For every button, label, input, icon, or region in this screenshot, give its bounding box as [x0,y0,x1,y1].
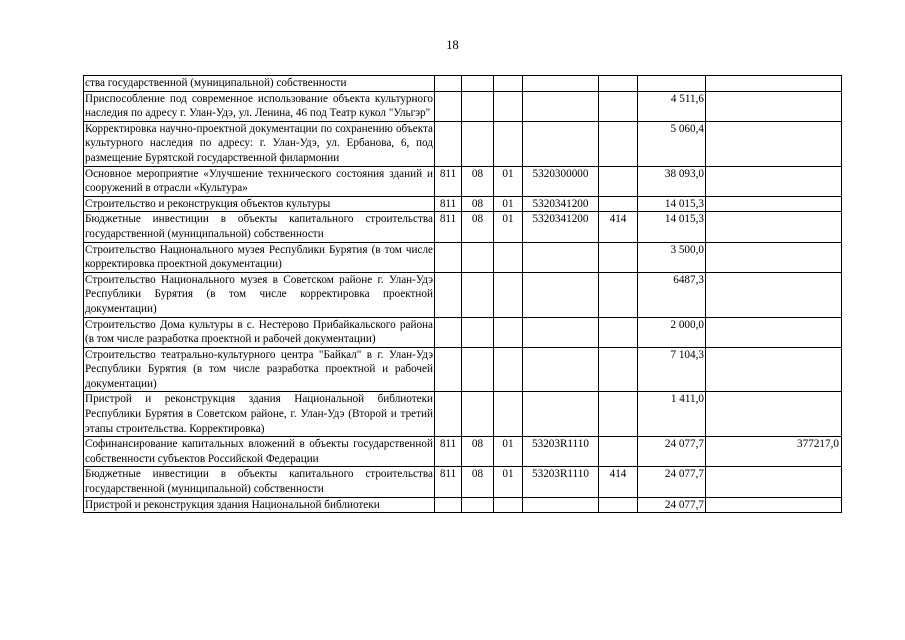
target-article-cell [523,272,599,317]
amount-extra-cell [706,76,842,92]
table-row [84,76,842,92]
amount-extra-cell [706,242,842,272]
section-code-cell: 08 [462,437,494,467]
expense-type-cell [599,392,638,437]
target-article-cell: 5320300000 [523,166,599,196]
expense-type-cell: 414 [599,212,638,242]
table-row [84,467,842,497]
item-name-cell: ства государственной (муниципальной) собственности [84,76,435,92]
subsection-code-cell [494,497,523,513]
expense-type-cell [599,242,638,272]
admin-code-cell [435,121,462,166]
target-article-cell [523,317,599,347]
amount-cell: 24 077,7 [638,497,706,513]
amount-extra-cell [706,467,842,497]
item-name-cell: Бюджетные инвестиции в объекты капитального строительства государственной (муниципальной) собственности [84,212,435,242]
expense-type-cell [599,121,638,166]
expense-type-cell [599,166,638,196]
subsection-code-cell [494,76,523,92]
subsection-code-cell [494,242,523,272]
table-row [84,272,842,317]
admin-code-cell [435,392,462,437]
target-article-cell [523,242,599,272]
section-code-cell [462,347,494,392]
table-row [84,242,842,272]
section-code-cell [462,317,494,347]
expense-type-cell [599,76,638,92]
target-article-cell [523,121,599,166]
item-name-cell: Строительство театрально-культурного центра "Байкал" в г. Улан-Удэ Республики Бурятия (в том числе разработка проектной и рабочей документации) [84,347,435,392]
target-article-cell [523,497,599,513]
target-article-cell: 5320341200 [523,196,599,212]
amount-cell: 14 015,3 [638,196,706,212]
item-name-cell: Строительство Национального музея в Советском районе г. Улан-Удэ Республики Бурятия (в том числе корректировка проектной документации) [84,272,435,317]
expense-type-cell [599,317,638,347]
target-article-cell [523,91,599,121]
target-article-cell [523,392,599,437]
amount-extra-cell [706,392,842,437]
subsection-code-cell: 01 [494,166,523,196]
amount-cell: 6487,3 [638,272,706,317]
item-name-cell: Приспособление под современное использование объекта культурного наследия по адресу г. Улан-Удэ, ул. Ленина, 46 под Театр кукол "Ульгэр" [84,91,435,121]
expense-type-cell [599,497,638,513]
item-name-cell: Бюджетные инвестиции в объекты капитального строительства государственной (муниципальной) собственности [84,467,435,497]
table-row [84,196,842,212]
table-row [84,317,842,347]
amount-cell: 4 511,6 [638,91,706,121]
admin-code-cell: 811 [435,212,462,242]
table-row [84,347,842,392]
subsection-code-cell [494,317,523,347]
section-code-cell [462,497,494,513]
subsection-code-cell: 01 [494,212,523,242]
amount-cell: 24 077,7 [638,437,706,467]
amount-cell [638,76,706,92]
subsection-code-cell: 01 [494,437,523,467]
amount-extra-cell [706,212,842,242]
target-article-cell: 5320341200 [523,212,599,242]
subsection-code-cell: 01 [494,196,523,212]
admin-code-cell: 811 [435,437,462,467]
amount-cell: 38 093,0 [638,166,706,196]
expense-type-cell [599,196,638,212]
admin-code-cell: 811 [435,166,462,196]
amount-extra-cell [706,91,842,121]
section-code-cell [462,392,494,437]
expense-type-cell [599,437,638,467]
item-name-cell: Софинансирование капитальных вложений в объекты государственной собственности субъектов Российской Федерации [84,437,435,467]
budget-table-body [84,76,842,513]
admin-code-cell [435,91,462,121]
item-name-cell: Строительство Национального музея Республики Бурятия (в том числе корректировка проектной документации) [84,242,435,272]
section-code-cell [462,91,494,121]
admin-code-cell [435,347,462,392]
item-name-cell: Пристрой и реконструкция здания Национальной библиотеки [84,497,435,513]
table-row [84,91,842,121]
table-row [84,212,842,242]
subsection-code-cell [494,392,523,437]
section-code-cell: 08 [462,467,494,497]
item-name-cell: Корректировка научно-проектной документации по сохранению объекта культурного наследия по адресу: г. Улан-Удэ, ул. Ербанова, 6, под размещение Бурятской государственной филармонии [84,121,435,166]
amount-cell: 7 104,3 [638,347,706,392]
admin-code-cell [435,317,462,347]
expense-type-cell [599,347,638,392]
amount-cell: 3 500,0 [638,242,706,272]
section-code-cell [462,272,494,317]
subsection-code-cell [494,347,523,392]
item-name-cell: Строительство Дома культуры в с. Нестерово Прибайкальского района (в том числе разработка проектной и рабочей документации) [84,317,435,347]
amount-cell: 5 060,4 [638,121,706,166]
section-code-cell: 08 [462,196,494,212]
admin-code-cell: 811 [435,467,462,497]
amount-cell: 24 077,7 [638,467,706,497]
expense-type-cell [599,272,638,317]
table-row [84,121,842,166]
subsection-code-cell [494,272,523,317]
section-code-cell: 08 [462,166,494,196]
amount-extra-cell [706,121,842,166]
amount-cell: 1 411,0 [638,392,706,437]
amount-extra-cell: 377217,0 [706,437,842,467]
admin-code-cell [435,272,462,317]
admin-code-cell: 811 [435,196,462,212]
amount-extra-cell [706,317,842,347]
table-row [84,392,842,437]
section-code-cell [462,121,494,166]
table-row [84,497,842,513]
table-row [84,166,842,196]
admin-code-cell [435,242,462,272]
amount-extra-cell [706,347,842,392]
page-number: 18 [446,38,459,52]
item-name-cell: Основное мероприятие «Улучшение технического состояния зданий и сооружений в отрасли «Культура» [84,166,435,196]
table-row [84,437,842,467]
item-name-cell: Пристрой и реконструкция здания Национальной библиотеки Республики Бурятия в Советском районе, г. Улан-Удэ (Второй и третий этапы строительства. Корректировка) [84,392,435,437]
section-code-cell [462,76,494,92]
amount-extra-cell [706,272,842,317]
target-article-cell [523,347,599,392]
amount-cell: 2 000,0 [638,317,706,347]
target-article-cell: 53203R1110 [523,437,599,467]
subsection-code-cell [494,121,523,166]
admin-code-cell [435,76,462,92]
section-code-cell: 08 [462,212,494,242]
amount-extra-cell [706,196,842,212]
item-name-cell: Строительство и реконструкция объектов культуры [84,196,435,212]
expense-type-cell [599,91,638,121]
subsection-code-cell [494,91,523,121]
amount-extra-cell [706,497,842,513]
amount-cell: 14 015,3 [638,212,706,242]
target-article-cell [523,76,599,92]
target-article-cell: 53203R1110 [523,467,599,497]
admin-code-cell [435,497,462,513]
subsection-code-cell: 01 [494,467,523,497]
expense-type-cell: 414 [599,467,638,497]
amount-extra-cell [706,166,842,196]
budget-table [83,75,842,513]
section-code-cell [462,242,494,272]
